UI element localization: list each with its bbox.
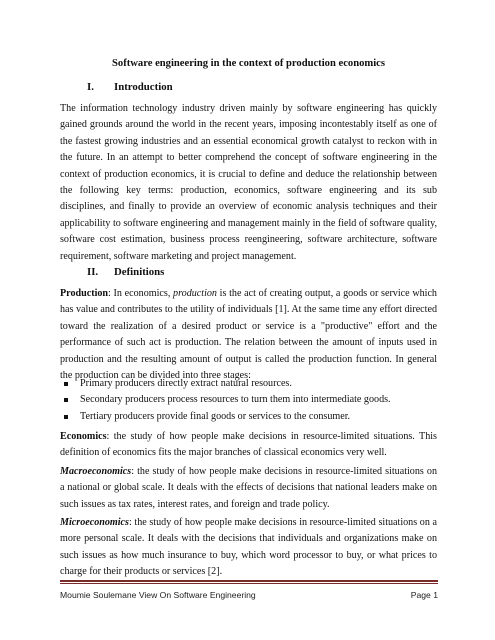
economics-paragraph bbox=[60, 429, 437, 462]
bullet-square-icon bbox=[64, 382, 68, 386]
section-heading-text: Introduction bbox=[114, 81, 173, 93]
microeconomics-paragraph bbox=[60, 515, 437, 581]
term-economics: Economics bbox=[60, 431, 107, 442]
document-title: Software engineering in the context of production economics bbox=[112, 58, 385, 69]
bullet-square-icon bbox=[64, 398, 68, 402]
section-heading-definitions bbox=[87, 266, 164, 278]
macroeconomics-text: : the study of how people make decisions in resource-limited situations on a national or global scale. It deals with the effects of decisions that national leaders make on such issues as tax rates, interest rates, and foreign and trade policy. bbox=[60, 466, 437, 510]
section-heading-text: Definitions bbox=[114, 266, 165, 278]
footer-rule bbox=[60, 580, 438, 582]
term-microeconomics: Microeconomics bbox=[60, 517, 129, 528]
footer-rule-thin bbox=[60, 583, 438, 584]
term-production: Production bbox=[60, 288, 109, 299]
economics-text: : the study of how people make decisions in resource-limited situations. This definition of economics fits the major branches of classical economics very well. bbox=[60, 431, 437, 459]
footer-author: Moumie Soulemane View On Software Engineering bbox=[60, 590, 256, 600]
production-text: is the act of creating output, a goods or service which has value and contributes to the utility of individuals [1]. At the same time any effort directed toward the realization of a desired product or service is a "productive" effort and the performance of such act is production. The relation between the amount of inputs used in production and the resulting amount of output is called the production function. In general the production can be divided into three stages: bbox=[60, 288, 437, 382]
production-stages-list bbox=[60, 376, 437, 425]
section-heading-introduction bbox=[87, 81, 173, 93]
section-number: I. bbox=[87, 81, 94, 93]
list-item: Tertiary producers provide final goods or services to the consumer. bbox=[60, 409, 437, 425]
production-paragraph bbox=[60, 286, 437, 384]
macroeconomics-paragraph bbox=[60, 464, 437, 513]
section-number: II. bbox=[87, 266, 99, 278]
production-italic: production bbox=[173, 288, 217, 299]
intro-paragraph: The information technology industry driven mainly by software engineering has quickly gained grounds around the world in the recent years, imposing incontestably itself as one of the fastest growing industries and an essential economical growth catalyst to reckon with in the future. In an attempt to better comprehend the concept of software engineering in the context of production economics, it is crucial to define and deduce the relationship between the following key terms: production, economics, software engineering and its sub disciplines, and finally to provide an overview of economic analysis techniques and their applicability to software engineering and management mainly in the field of software quality, software cost estimation, business process reengineering, software architecture, software requirement, software marketing and project management. bbox=[60, 103, 437, 262]
production-lead: : In economics, bbox=[108, 288, 174, 299]
list-item: Secondary producers process resources to turn them into intermediate goods. bbox=[60, 392, 437, 408]
list-item: Primary producers directly extract natural resources. bbox=[60, 376, 437, 392]
term-macroeconomics: Macroeconomics bbox=[60, 466, 132, 477]
microeconomics-text: : the study of how people make decisions in resource-limited situations on a more personal scale. It deals with the decisions that individuals and organizations make on such issues as how much insurance to buy, which word processor to buy, or what prices to charge for their products or services [2]. bbox=[60, 517, 437, 578]
page-number: Page 1 bbox=[410, 590, 438, 600]
bullet-square-icon bbox=[64, 415, 68, 419]
